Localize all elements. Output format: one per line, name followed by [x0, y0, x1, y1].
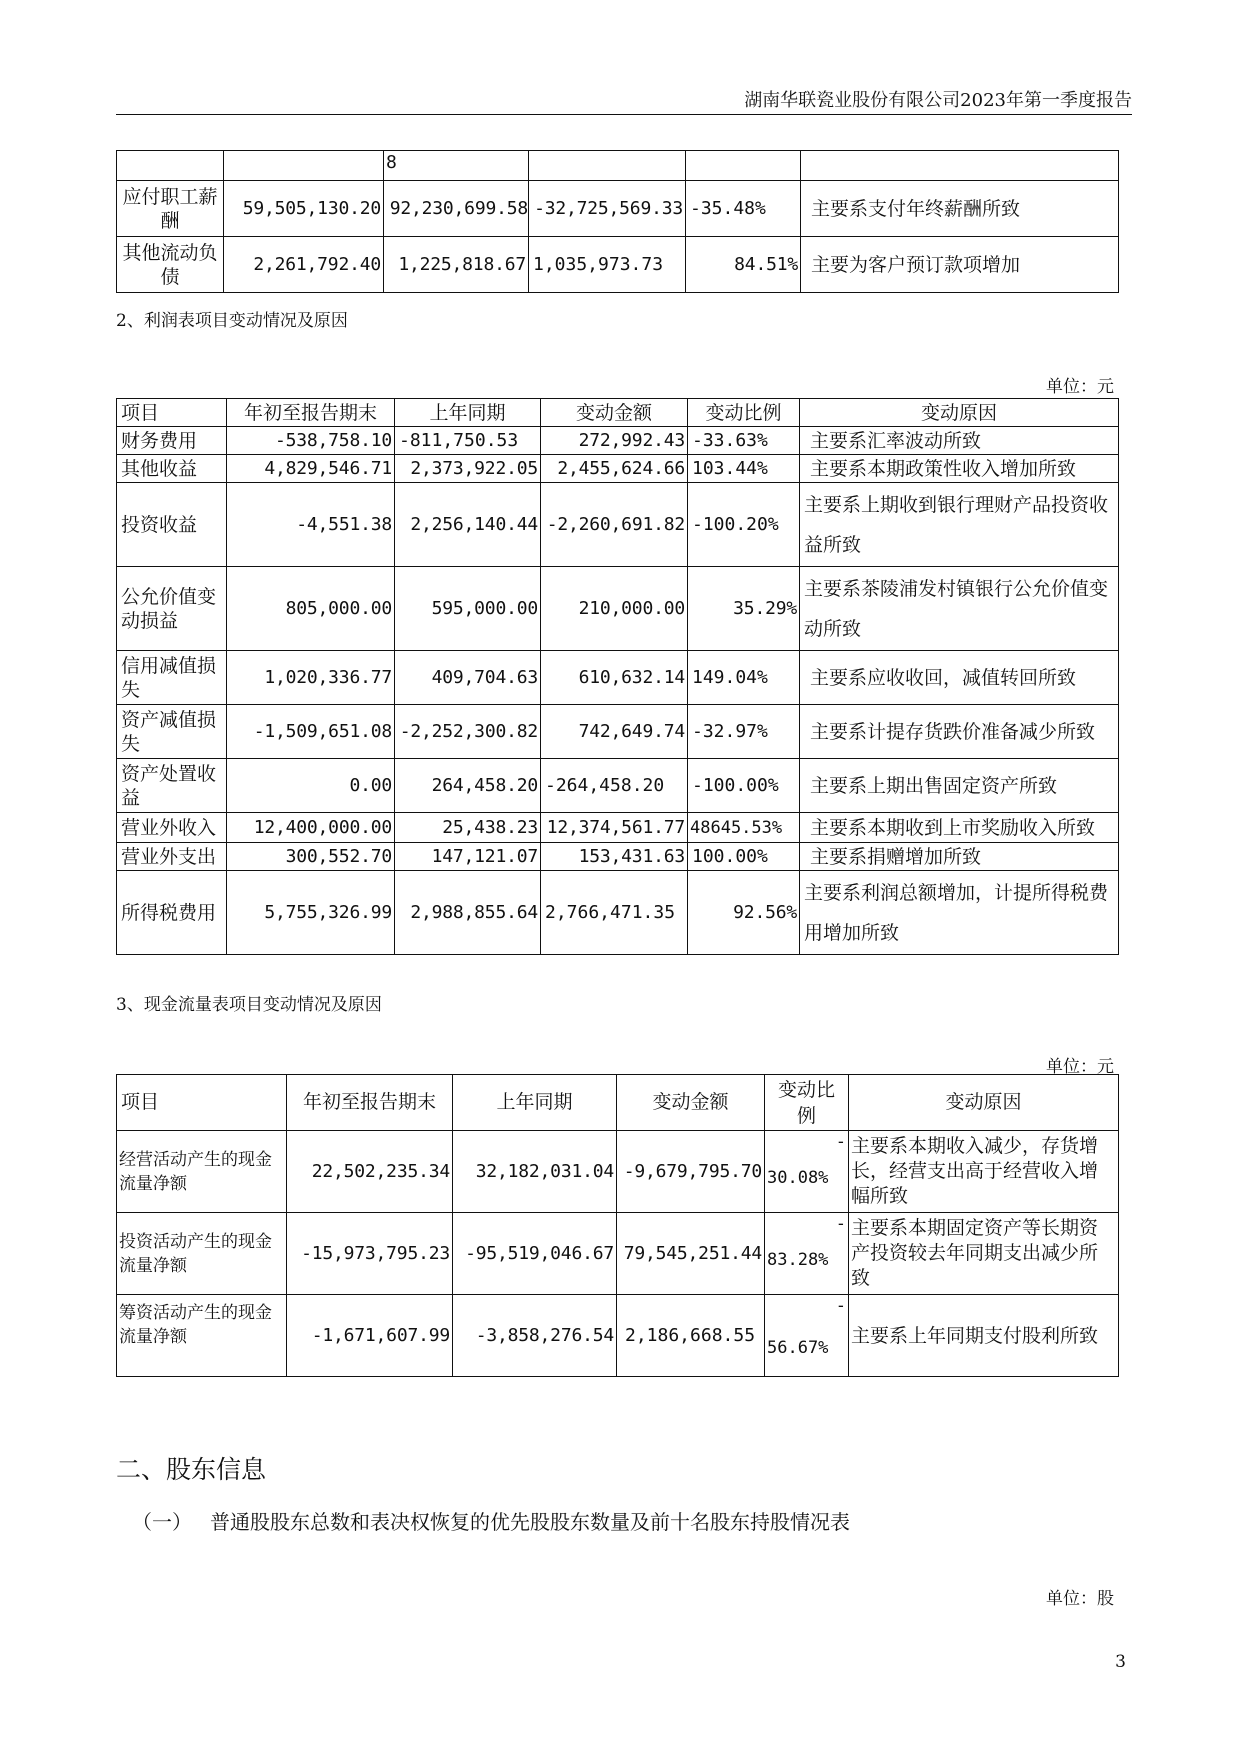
page-number: 3	[1115, 1652, 1126, 1672]
balance-sheet-table	[116, 150, 1119, 293]
table-row: 其他收益 4,829,546.71 2,373,922.05 2,455,624.66 103.44% 主要系本期政策性收入增加所致	[117, 455, 1119, 483]
cash-flow-table	[116, 1074, 1119, 1377]
item-cell: 应付职工薪酬	[117, 181, 224, 237]
column-header: 变动金额	[541, 399, 688, 427]
section-heading-shareholders: 二、股东信息	[116, 1455, 267, 1484]
table-row: 筹资活动产生的现金流量净额 -1,671,607.99 -3,858,276.54 2,186,668.55 - 56.67% 主要系上年同期支付股利所致	[117, 1295, 1119, 1377]
column-header: 上年同期	[395, 399, 541, 427]
section-title-income: 2、利润表项目变动情况及原因	[116, 311, 348, 331]
income-statement-table	[116, 398, 1119, 955]
unit-label: 单位：元	[1046, 377, 1114, 397]
table-row: 8	[117, 151, 1119, 181]
table-header-row	[117, 1075, 1119, 1131]
column-header: 项目	[117, 399, 227, 427]
table-row: 财务费用 -538,758.10 -811,750.53 272,992.43 -33.63% 主要系汇率波动所致	[117, 427, 1119, 455]
table-row: 资产处置收益 0.00 264,458.20 -264,458.20 -100.00% 主要系上期出售固定资产所致	[117, 759, 1119, 813]
table-row: 资产减值损失 -1,509,651.08 -2,252,300.82 742,649.74 -32.97% 主要系计提存货跌价准备减少所致	[117, 705, 1119, 759]
column-header: 年初至报告期末	[227, 399, 395, 427]
table-row: 公允价值变动损益 805,000.00 595,000.00 210,000.00 35.29% 主要系茶陵浦发村镇银行公允价值变动所致	[117, 567, 1119, 651]
table-row: 经营活动产生的现金流量净额 22,502,235.34 32,182,031.04 -9,679,795.70 - 30.08% 主要系本期收入减少，存货增长，经营支出高于经营收入增幅所致	[117, 1131, 1119, 1213]
column-header: 变动原因	[849, 1075, 1119, 1131]
table-header-row	[117, 399, 1119, 427]
column-header: 上年同期	[453, 1075, 617, 1131]
table-row: 营业外收入 12,400,000.00 25,438.23 12,374,561.77 48645.53% 主要系本期收到上市奖励收入所致	[117, 813, 1119, 843]
table-row: 营业外支出 300,552.70 147,121.07 153,431.63 100.00% 主要系捐赠增加所致	[117, 843, 1119, 871]
column-header: 变动原因	[800, 399, 1119, 427]
table-row: 信用减值损失 1,020,336.77 409,704.63 610,632.14 149.04% 主要系应收收回，减值转回所致	[117, 651, 1119, 705]
table-row: 投资活动产生的现金流量净额 -15,973,795.23 -95,519,046.67 79,545,251.44 - 83.28% 主要系本期固定资产等长期资产投资较去年同期支出减少所致	[117, 1213, 1119, 1295]
table-row: 其他流动负债 2,261,792.40 1,225,818.67 1,035,973.73 84.51% 主要为客户预订款项增加	[117, 237, 1119, 293]
header-rule	[116, 114, 1132, 115]
subsection-heading: （一） 普通股股东总数和表决权恢复的优先股股东数量及前十名股东持股情况表	[132, 1510, 850, 1534]
item-cell	[117, 151, 224, 181]
table-row: 所得税费用 5,755,326.99 2,988,855.64 2,766,471.35 92.56% 主要系利润总额增加，计提所得税费用增加所致	[117, 871, 1119, 955]
document-header: 湖南华联瓷业股份有限公司2023年第一季度报告	[744, 90, 1132, 111]
column-header: 项目	[117, 1075, 287, 1131]
column-header: 变动比例	[688, 399, 800, 427]
unit-label: 单位：元	[1046, 1057, 1114, 1077]
table-row: 投资收益 -4,551.38 2,256,140.44 -2,260,691.82 -100.20% 主要系上期收到银行理财产品投资收益所致	[117, 483, 1119, 567]
column-header: 年初至报告期末	[287, 1075, 453, 1131]
column-header: 变动金额	[617, 1075, 765, 1131]
column-header: 变动比例	[765, 1075, 849, 1131]
table-row: 应付职工薪酬 59,505,130.20 92,230,699.58 -32,725,569.33 -35.48% 主要系支付年终薪酬所致	[117, 181, 1119, 237]
section-title-cashflow: 3、现金流量表项目变动情况及原因	[116, 995, 382, 1015]
item-cell: 其他流动负债	[117, 237, 224, 293]
unit-label: 单位：股	[1046, 1589, 1114, 1609]
